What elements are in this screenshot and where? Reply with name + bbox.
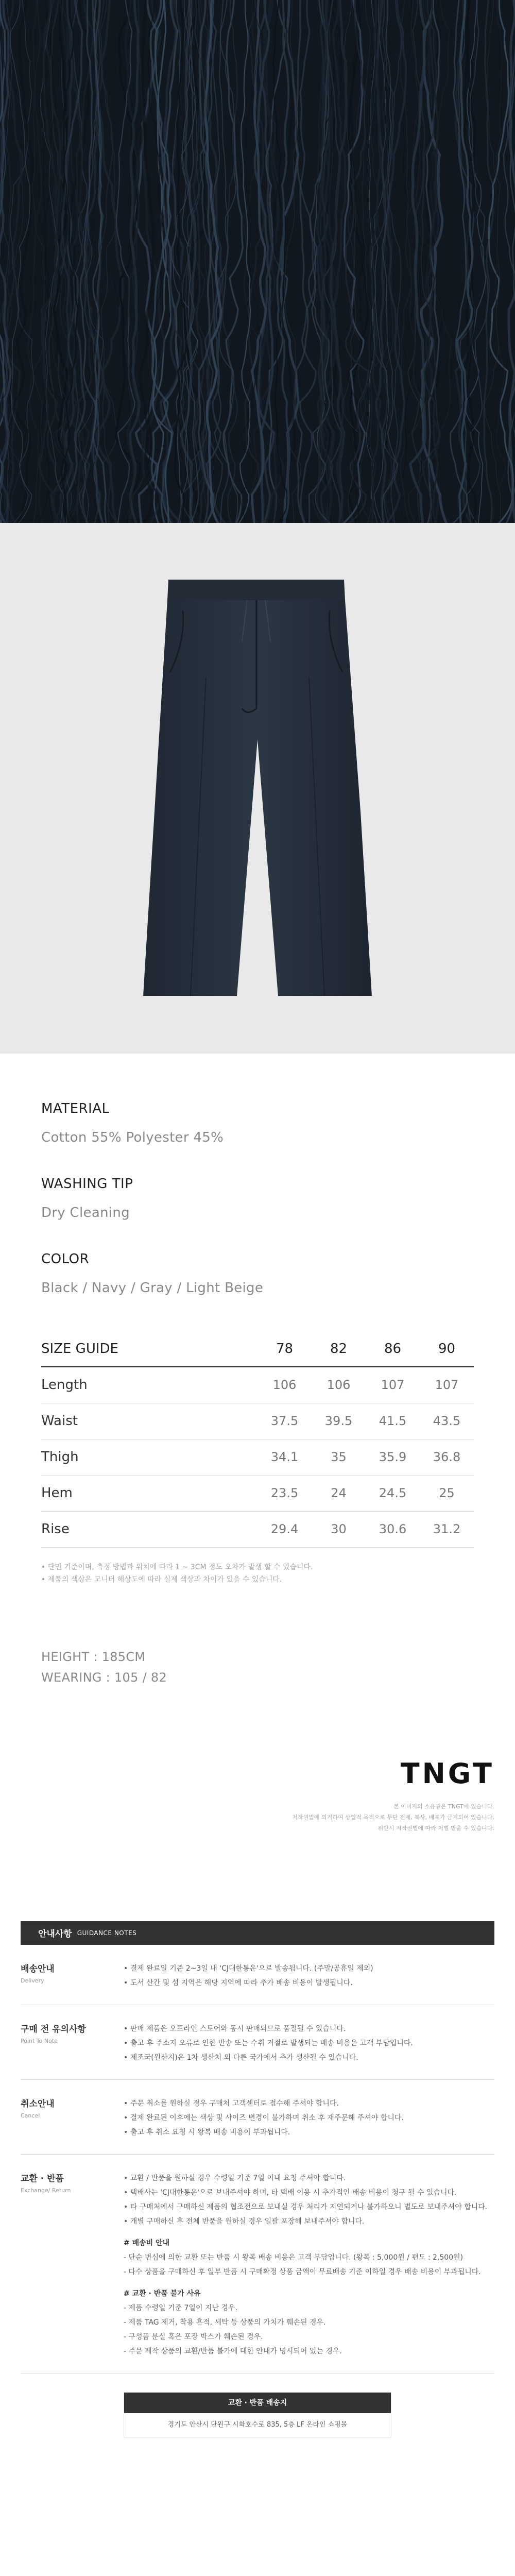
guide-line: - 제품 TAG 제거, 착용 흔적, 세탁 등 상품의 가치가 훼손된 경우. bbox=[124, 2318, 326, 2327]
table-row bbox=[41, 1475, 474, 1511]
table-row bbox=[41, 1367, 474, 1403]
table-cell: 30 bbox=[331, 1522, 347, 1536]
guide-line: - 주문 제작 상품의 교환/반품 불가에 대한 안내가 명시되어 있는 경우. bbox=[124, 2347, 342, 2355]
color-value: Black / Navy / Gray / Light Beige bbox=[41, 1280, 264, 1296]
model-wearing: WEARING : 105 / 82 bbox=[41, 1670, 167, 1685]
guide-line: • 주문 취소를 원하실 경우 구매처 고객센터로 접수해 주셔야 합니다. bbox=[124, 2099, 339, 2108]
shipping-fee-title: # 배송비 안내 bbox=[124, 2239, 170, 2247]
washing-block bbox=[41, 1176, 474, 1221]
color-title: COLOR bbox=[41, 1251, 90, 1267]
guide-line: - 구성품 분실 혹은 포장 박스가 훼손된 경우. bbox=[124, 2332, 263, 2341]
guidance-notes bbox=[21, 1921, 494, 2437]
material-title: MATERIAL bbox=[41, 1101, 110, 1116]
table-cell: 23.5 bbox=[270, 1486, 299, 1500]
guide-line: • 택배사는 'CJ대한통운'으로 보내주셔야 하며, 타 택배 이용 시 추가적인 배송 비용이 청구 될 수 있습니다. bbox=[124, 2188, 457, 2197]
guide-body bbox=[124, 2022, 494, 2065]
size-guide-table bbox=[41, 1331, 474, 1548]
pants-illustration bbox=[0, 523, 515, 1054]
guide-body bbox=[124, 2096, 494, 2140]
size-note: • 제품의 색상은 모니터 해상도에 따라 실제 색상과 차이가 있을 수 있습니다. bbox=[41, 1575, 282, 1584]
table-cell: 106 bbox=[272, 1378, 297, 1393]
guide-line: • 타 구매처에서 구매하신 제품의 협조전으로 보내실 경우 처리가 지연되거나 불가하오니 별도로 보내주셔야 합니다. bbox=[124, 2202, 488, 2211]
model-info bbox=[41, 1647, 474, 1688]
guide-line: - 제품 수령일 기준 7일이 지난 경우. bbox=[124, 2303, 237, 2312]
size-header: 78 bbox=[276, 1341, 294, 1357]
table-cell: 37.5 bbox=[270, 1414, 299, 1428]
return-address: 경기도 안산시 단원구 시화호수로 835, 5층 LF 온라인 쇼핑몰 bbox=[167, 2420, 348, 2429]
guide-label-en: Exchange/ Return bbox=[21, 2187, 71, 2194]
copyright-line: 위반시 저작권법에 따라 처벌 받을 수 있습니다. bbox=[377, 1824, 494, 1832]
color-block bbox=[41, 1251, 474, 1296]
copyright-line: 본 이미지의 소유권은 TNGT에 있습니다. bbox=[393, 1803, 494, 1810]
size-guide-header-row bbox=[41, 1331, 474, 1367]
guide-label bbox=[21, 2022, 124, 2065]
guide-line: • 출고 후 주소지 오류로 인한 반송 또는 수취 거절로 발생되는 배송 비용은 고객 부담입니다. bbox=[124, 2039, 413, 2047]
product-photo bbox=[0, 523, 515, 1054]
guide-line: • 제조국(원산지)은 1차 생산처 외 다른 국가에서 추가 생산될 수 있습니다. bbox=[124, 2053, 358, 2062]
guide-label bbox=[21, 2171, 124, 2359]
non-returnable-title: # 교환 · 반품 불가 사유 bbox=[124, 2289, 201, 2298]
guide-row-delivery bbox=[21, 1945, 494, 2005]
return-address-title: 교환 · 반품 배송지 bbox=[124, 2393, 391, 2413]
return-address-box bbox=[124, 2392, 391, 2437]
size-notes bbox=[41, 1561, 474, 1586]
table-cell: 41.5 bbox=[379, 1414, 407, 1428]
copyright-notice bbox=[0, 1801, 494, 1834]
table-cell: 35 bbox=[331, 1450, 347, 1464]
brand-block bbox=[0, 1757, 515, 1834]
guide-label-en: Cancel bbox=[21, 2112, 40, 2119]
table-cell: 31.2 bbox=[433, 1522, 461, 1536]
guide-row-point-to-note bbox=[21, 2005, 494, 2080]
size-header: 86 bbox=[384, 1341, 402, 1357]
guide-line: • 판매 제품은 오프라인 스토어와 동시 판매되므로 품절될 수 있습니다. bbox=[124, 2024, 346, 2033]
guide-line: • 출고 후 취소 요청 시 왕복 배송 비용이 부과됩니다. bbox=[124, 2128, 290, 2137]
guide-label-ko: 배송안내 bbox=[21, 1963, 55, 1974]
guide-line: • 도서 산간 및 섬 지역은 해당 지역에 따라 추가 배송 비용이 발생됩니다. bbox=[124, 1978, 353, 1987]
table-cell: 107 bbox=[381, 1378, 405, 1393]
guide-line: • 개별 구매하신 후 전체 반품을 원하실 경우 일괄 포장해 보내주셔야 합니다. bbox=[124, 2217, 365, 2226]
row-label: Thigh bbox=[41, 1449, 79, 1465]
guide-line: • 결제 완료된 이후에는 색상 및 사이즈 변경이 불가하며 취소 후 재주문해 주셔야 합니다. bbox=[124, 2113, 404, 2122]
row-label: Waist bbox=[41, 1413, 78, 1429]
table-row bbox=[41, 1439, 474, 1475]
table-row bbox=[41, 1511, 474, 1547]
guide-label-ko: 취소안내 bbox=[21, 2098, 55, 2109]
material-value: Cotton 55% Polyester 45% bbox=[41, 1130, 224, 1145]
guide-row-exchange-return bbox=[21, 2155, 494, 2374]
guidance-title-ko: 안내사항 bbox=[38, 1929, 72, 1939]
size-note: • 단면 기준이며, 측정 방법과 위치에 따라 1 ~ 3CM 정도 오차가 발생 할 수 있습니다. bbox=[41, 1563, 313, 1571]
guide-line: • 교환 / 반품을 원하실 경우 수령일 기준 7일 이내 요청 주셔야 합니다. bbox=[124, 2174, 346, 2182]
guide-label bbox=[21, 2096, 124, 2140]
guide-label-ko: 교환 · 반품 bbox=[21, 2173, 64, 2184]
table-cell: 30.6 bbox=[379, 1522, 407, 1536]
table-row bbox=[41, 1403, 474, 1439]
guidance-header bbox=[21, 1921, 494, 1945]
fabric-texture bbox=[0, 0, 515, 523]
size-header: 90 bbox=[438, 1341, 456, 1357]
guidance-title-en: GUIDANCE NOTES bbox=[77, 1929, 137, 1937]
spec-section bbox=[0, 1101, 515, 1688]
table-cell: 25 bbox=[439, 1486, 455, 1500]
material-block bbox=[41, 1101, 474, 1145]
table-cell: 106 bbox=[327, 1378, 351, 1393]
row-label: Length bbox=[41, 1377, 88, 1393]
table-cell: 34.1 bbox=[270, 1450, 299, 1464]
guide-row-cancel bbox=[21, 2080, 494, 2155]
brand-logo: TNGT bbox=[400, 1757, 494, 1790]
guide-label bbox=[21, 1961, 124, 1990]
guide-label-en: Point To Note bbox=[21, 2037, 58, 2044]
table-cell: 35.9 bbox=[379, 1450, 407, 1464]
washing-value: Dry Cleaning bbox=[41, 1205, 130, 1221]
copyright-line: 저작권법에 의거하여 상업적 목적으로 무단 전제, 복사, 배포가 금지되어 있습니다. bbox=[292, 1814, 494, 1821]
washing-title: WASHING TIP bbox=[41, 1176, 133, 1192]
guide-line: - 다수 상품을 구매하신 후 일부 반품 시 구매확정 상품 금액이 무료배송 기준 이하일 경우 배송 비용이 부과됩니다. bbox=[124, 2267, 481, 2276]
table-cell: 29.4 bbox=[270, 1522, 299, 1536]
table-cell: 24 bbox=[331, 1486, 347, 1500]
table-cell: 43.5 bbox=[433, 1414, 461, 1428]
size-header: 82 bbox=[330, 1341, 348, 1357]
size-guide-title: SIZE GUIDE bbox=[41, 1341, 118, 1357]
guide-label-ko: 구매 전 유의사항 bbox=[21, 2024, 86, 2035]
guide-label-en: Delivery bbox=[21, 1977, 44, 1984]
model-height: HEIGHT : 185CM bbox=[41, 1649, 146, 1664]
guide-line: - 단순 변심에 의한 교환 또는 반품 시 왕복 배송 비용은 고객 부담입니다. (왕복 : 5,000원 / 편도 : 2,500원) bbox=[124, 2253, 464, 2262]
guide-body bbox=[124, 2171, 494, 2359]
guide-line: • 결제 완료일 기준 2~3일 내 'CJ대한통운'으로 발송됩니다. (주말/공휴일 제외) bbox=[124, 1964, 373, 1973]
fabric-closeup-image bbox=[0, 0, 515, 523]
table-cell: 36.8 bbox=[433, 1450, 461, 1464]
guide-body bbox=[124, 1961, 494, 1990]
row-label: Hem bbox=[41, 1485, 73, 1501]
table-cell: 39.5 bbox=[324, 1414, 353, 1428]
table-cell: 107 bbox=[435, 1378, 459, 1393]
row-label: Rise bbox=[41, 1521, 70, 1537]
table-cell: 24.5 bbox=[379, 1486, 407, 1500]
